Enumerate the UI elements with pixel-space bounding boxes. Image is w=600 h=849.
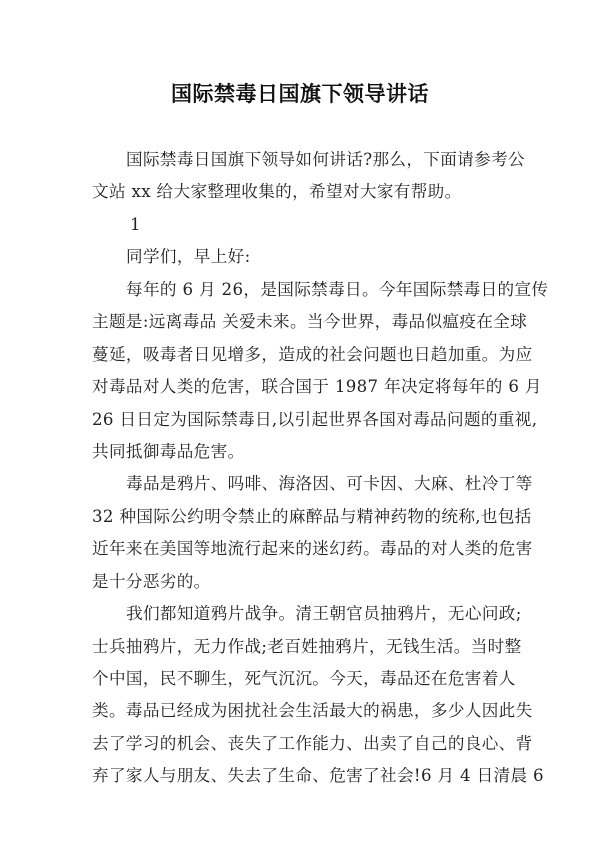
- intro-line-2: 文站 xx 给大家整理收集的，希望对大家有帮助。: [92, 182, 462, 202]
- paragraph-3-line-6: 弃了家人与朋友、失去了生命、危害了社会!6 月 4 日清晨 6: [92, 766, 544, 786]
- document-body: [92, 146, 549, 795]
- intro-line-1: 国际禁毒日国旗下领导如何讲话?那么，下面请参考公: [126, 150, 525, 169]
- paragraph-3-line-1: 我们都知道鸦片战争。清王朝官员抽鸦片，无心问政;: [126, 604, 522, 624]
- paragraph-1-line-1: 每年的 6 月 26，是国际禁毒日。今年国际禁毒日的宣传: [126, 279, 549, 299]
- paragraph-2-line-4: 是十分恶劣的。: [92, 571, 211, 591]
- paragraph-1-line-4: 对毒品对人类的危害，联合国于 1987 年决定将每年的 6 月: [92, 377, 542, 397]
- paragraph-2-line-1: 毒品是鸦片、吗啡、海洛因、可卡因、大麻、杜冷丁等: [126, 474, 533, 494]
- paragraph-3-line-3: 个中国，民不聊生，死气沉沉。今天，毒品还在危害着人: [92, 669, 516, 688]
- paragraph-2-line-2: 32 种国际公约明令禁止的麻醉品与精神药物的统称,也包括: [92, 506, 532, 526]
- paragraph-1-line-3: 蔓延，吸毒者日见增多，造成的社会问题也日趋加重。为应: [92, 344, 533, 364]
- paragraph-1-line-2: 主题是:远离毒品 关爱未来。当今世界，毒品似瘟疫在全球: [92, 312, 528, 332]
- document-title: 国际禁毒日国旗下领导讲话: [171, 82, 429, 106]
- paragraph-2-line-3: 近年来在美国等地流行起来的迷幻药。毒品的对人类的危害: [92, 539, 533, 559]
- paragraph-1-line-6: 共同抵御毒品危害。: [92, 441, 245, 461]
- paragraph-3-line-2: 士兵抽鸦片，无力作战;老百姓抽鸦片，无钱生活。当时整: [92, 636, 522, 656]
- paragraph-3-line-4: 类。毒品已经成为困扰社会生活最大的祸患，多少人因此失: [92, 701, 533, 721]
- greeting-line: 同学们，早上好:: [126, 247, 251, 267]
- paragraph-1-line-5: 26 日日定为国际禁毒日,以引起世界各国对毒品问题的重视,: [92, 409, 538, 429]
- paragraph-3-line-5: 去了学习的机会、丧失了工作能力、出卖了自己的良心、背: [92, 733, 533, 753]
- section-number: 1: [130, 214, 141, 234]
